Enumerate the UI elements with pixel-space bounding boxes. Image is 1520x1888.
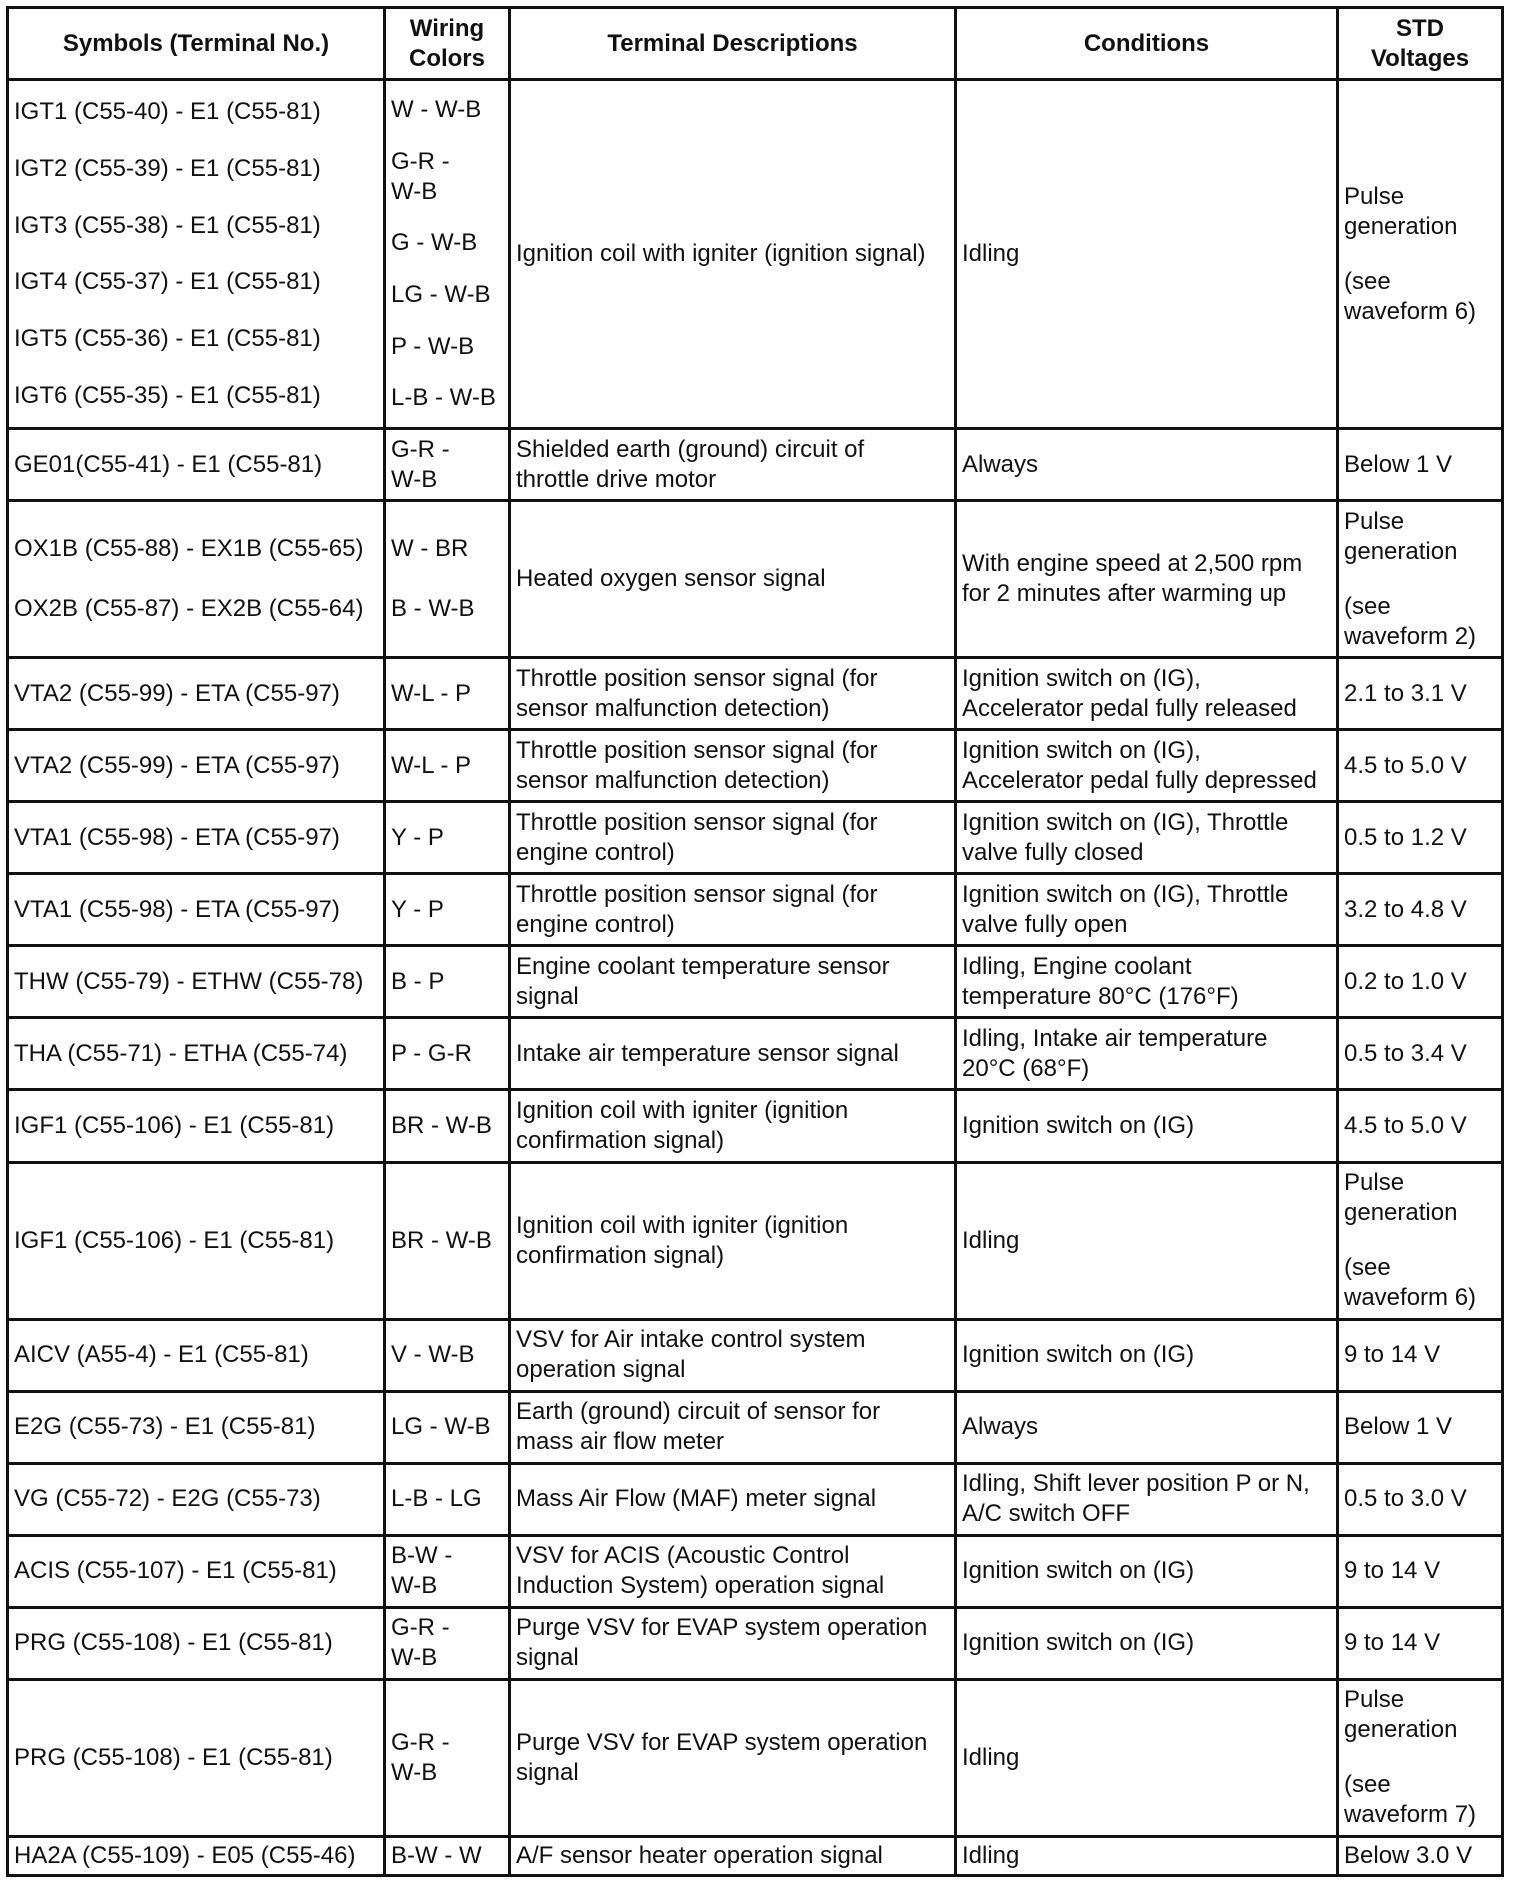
voltage-cell	[1338, 1162, 1503, 1319]
wiring-cell	[385, 80, 510, 429]
table-row	[8, 802, 1503, 874]
symbol-cell	[8, 501, 385, 658]
condition-cell: Ignition switch on (IG), Accelerator pedal fully released	[956, 658, 1338, 730]
header-conditions: Conditions	[956, 8, 1338, 80]
condition-cell: Always	[956, 1391, 1338, 1463]
voltage-cell: 0.2 to 1.0 V	[1338, 946, 1503, 1018]
wiring-text: P - W-B	[391, 332, 475, 360]
table-row	[8, 874, 1503, 946]
symbol-cell: THW (C55-79) - ETHW (C55-78)	[8, 946, 385, 1018]
condition-cell: With engine speed at 2,500 rpm for 2 minutes after warming up	[956, 501, 1338, 658]
symbol-cell: VTA1 (C55-98) - ETA (C55-97)	[8, 802, 385, 874]
wiring-cell: W-L - P	[385, 658, 510, 730]
condition-cell: Always	[956, 429, 1338, 501]
symbol-cell: IGF1 (C55-106) - E1 (C55-81)	[8, 1162, 385, 1319]
wiring-cell: BR - W-B	[385, 1162, 510, 1319]
symbol-cell: VTA1 (C55-98) - ETA (C55-97)	[8, 874, 385, 946]
voltage-cell	[1338, 1679, 1503, 1836]
voltage-cell: 3.2 to 4.8 V	[1338, 874, 1503, 946]
description-cell: Throttle position sensor signal (for engine control)	[510, 874, 956, 946]
voltage-cell: 4.5 to 5.0 V	[1338, 1090, 1503, 1162]
condition-cell: Idling, Shift lever position P or N, A/C switch OFF	[956, 1463, 1338, 1535]
symbol-text: IGT5 (C55-36) - E1 (C55-81)	[14, 325, 321, 353]
condition-cell: Idling, Intake air temperature 20°C (68°F)	[956, 1018, 1338, 1090]
table-row	[8, 1018, 1503, 1090]
description-cell: Mass Air Flow (MAF) meter signal	[510, 1463, 956, 1535]
condition-cell: Idling	[956, 1162, 1338, 1319]
voltage-cell: Below 1 V	[1338, 429, 1503, 501]
symbol-cell: GE01(C55-41) - E1 (C55-81)	[8, 429, 385, 501]
voltage-note: (see waveform 6)	[1344, 1254, 1477, 1312]
condition-cell: Ignition switch on (IG), Throttle valve fully open	[956, 874, 1338, 946]
condition-cell: Idling, Engine coolant temperature 80°C (176°F)	[956, 946, 1338, 1018]
header-descriptions: Terminal Descriptions	[510, 8, 956, 80]
wiring-cell	[385, 501, 510, 658]
symbol-cell: VG (C55-72) - E2G (C55-73)	[8, 1463, 385, 1535]
symbol-text: OX2B (C55-87) - EX2B (C55-64)	[14, 595, 364, 623]
condition-cell: Ignition switch on (IG)	[956, 1535, 1338, 1607]
voltage-cell: 9 to 14 V	[1338, 1535, 1503, 1607]
header-std-voltages: STD Voltages	[1338, 8, 1503, 80]
symbol-cell: VTA2 (C55-99) - ETA (C55-97)	[8, 658, 385, 730]
table-row	[8, 1319, 1503, 1391]
table-row	[8, 658, 1503, 730]
description-cell: Ignition coil with igniter (ignition confirmation signal)	[510, 1090, 956, 1162]
wiring-cell: B - P	[385, 946, 510, 1018]
wiring-cell: B-W - W	[385, 1836, 510, 1875]
description-cell: Throttle position sensor signal (for sensor malfunction detection)	[510, 658, 956, 730]
description-cell: Purge VSV for EVAP system operation signal	[510, 1607, 956, 1679]
voltage-cell: 4.5 to 5.0 V	[1338, 730, 1503, 802]
voltage-cell: Below 1 V	[1338, 1391, 1503, 1463]
symbol-cell: VTA2 (C55-99) - ETA (C55-97)	[8, 730, 385, 802]
description-cell: VSV for Air intake control system operation signal	[510, 1319, 956, 1391]
header-row	[8, 8, 1503, 80]
table-row	[8, 1463, 1503, 1535]
wiring-cell: LG - W-B	[385, 1391, 510, 1463]
voltage-text: Pulse generation	[1344, 1169, 1458, 1227]
table-row	[8, 80, 1503, 429]
symbol-text: IGT4 (C55-37) - E1 (C55-81)	[14, 268, 321, 296]
symbol-text: IGT1 (C55-40) - E1 (C55-81)	[14, 98, 321, 126]
voltage-cell: 9 to 14 V	[1338, 1319, 1503, 1391]
table-row	[8, 1391, 1503, 1463]
description-cell: VSV for ACIS (Acoustic Control Induction System) operation signal	[510, 1535, 956, 1607]
table-row	[8, 1836, 1503, 1875]
table-row	[8, 1679, 1503, 1836]
description-cell: Purge VSV for EVAP system operation signal	[510, 1679, 956, 1836]
table-row	[8, 1162, 1503, 1319]
table-row	[8, 1090, 1503, 1162]
condition-cell: Ignition switch on (IG)	[956, 1319, 1338, 1391]
wiring-text: LG - W-B	[391, 280, 491, 308]
header-symbols: Symbols (Terminal No.)	[8, 8, 385, 80]
condition-cell: Idling	[956, 1679, 1338, 1836]
voltage-note: (see waveform 2)	[1344, 592, 1477, 650]
wiring-cell: BR - W-B	[385, 1090, 510, 1162]
symbol-cell: ACIS (C55-107) - E1 (C55-81)	[8, 1535, 385, 1607]
voltage-note: (see waveform 6)	[1344, 267, 1477, 325]
condition-cell: Ignition switch on (IG)	[956, 1607, 1338, 1679]
table-row	[8, 1535, 1503, 1607]
wiring-cell: L-B - LG	[385, 1463, 510, 1535]
description-cell: A/F sensor heater operation signal	[510, 1836, 956, 1875]
symbol-cell: E2G (C55-73) - E1 (C55-81)	[8, 1391, 385, 1463]
wiring-cell: Y - P	[385, 874, 510, 946]
voltage-text: Pulse generation	[1344, 507, 1458, 565]
description-cell: Throttle position sensor signal (for sensor malfunction detection)	[510, 730, 956, 802]
condition-cell: Idling	[956, 80, 1338, 429]
voltage-text: Pulse generation	[1344, 1686, 1458, 1744]
symbol-cell: HA2A (C55-109) - E05 (C55-46)	[8, 1836, 385, 1875]
symbol-cell: PRG (C55-108) - E1 (C55-81)	[8, 1607, 385, 1679]
wiring-cell: V - W-B	[385, 1319, 510, 1391]
symbol-cell	[8, 80, 385, 429]
wiring-cell: G-R - W-B	[385, 1607, 510, 1679]
symbol-text: OX1B (C55-88) - EX1B (C55-65)	[14, 535, 364, 563]
voltage-text: Pulse generation	[1344, 182, 1458, 240]
wiring-text: G - W-B	[391, 229, 478, 257]
symbol-cell: AICV (A55-4) - E1 (C55-81)	[8, 1319, 385, 1391]
wiring-text: L-B - W-B	[391, 384, 496, 412]
table-row	[8, 1607, 1503, 1679]
condition-cell: Ignition switch on (IG), Accelerator pedal fully depressed	[956, 730, 1338, 802]
wiring-cell: Y - P	[385, 802, 510, 874]
wiring-cell: P - G-R	[385, 1018, 510, 1090]
wiring-text: W - BR	[391, 535, 469, 563]
symbol-cell: PRG (C55-108) - E1 (C55-81)	[8, 1679, 385, 1836]
description-cell: Engine coolant temperature sensor signal	[510, 946, 956, 1018]
symbol-cell: IGF1 (C55-106) - E1 (C55-81)	[8, 1090, 385, 1162]
wiring-text: B - W-B	[391, 595, 475, 623]
description-cell: Ignition coil with igniter (ignition signal)	[510, 80, 956, 429]
description-cell: Throttle position sensor signal (for engine control)	[510, 802, 956, 874]
symbol-text: IGT2 (C55-39) - E1 (C55-81)	[14, 155, 321, 183]
description-cell: Intake air temperature sensor signal	[510, 1018, 956, 1090]
description-cell: Earth (ground) circuit of sensor for mass air flow meter	[510, 1391, 956, 1463]
voltage-cell: Below 3.0 V	[1338, 1836, 1503, 1875]
description-cell: Shielded earth (ground) circuit of throttle drive motor	[510, 429, 956, 501]
description-cell: Ignition coil with igniter (ignition confirmation signal)	[510, 1162, 956, 1319]
voltage-cell	[1338, 501, 1503, 658]
voltage-note: (see waveform 7)	[1344, 1771, 1477, 1829]
condition-cell: Ignition switch on (IG), Throttle valve fully closed	[956, 802, 1338, 874]
terminal-spec-table	[6, 6, 1504, 1877]
voltage-cell: 0.5 to 3.4 V	[1338, 1018, 1503, 1090]
symbol-text: IGT3 (C55-38) - E1 (C55-81)	[14, 211, 321, 239]
table-row	[8, 730, 1503, 802]
voltage-cell	[1338, 80, 1503, 429]
wiring-text: G-R - W-B	[391, 147, 450, 205]
voltage-cell: 0.5 to 3.0 V	[1338, 1463, 1503, 1535]
header-wiring-colors: Wiring Colors	[385, 8, 510, 80]
table-row	[8, 946, 1503, 1018]
table-row	[8, 501, 1503, 658]
wiring-cell: G-R - W-B	[385, 429, 510, 501]
condition-cell: Ignition switch on (IG)	[956, 1090, 1338, 1162]
wiring-cell: G-R - W-B	[385, 1679, 510, 1836]
symbol-text: IGT6 (C55-35) - E1 (C55-81)	[14, 381, 321, 409]
description-cell: Heated oxygen sensor signal	[510, 501, 956, 658]
table-row	[8, 429, 1503, 501]
wiring-cell: W-L - P	[385, 730, 510, 802]
wiring-text: W - W-B	[391, 95, 482, 123]
symbol-cell: THA (C55-71) - ETHA (C55-74)	[8, 1018, 385, 1090]
wiring-cell: B-W - W-B	[385, 1535, 510, 1607]
voltage-cell: 0.5 to 1.2 V	[1338, 802, 1503, 874]
voltage-cell: 2.1 to 3.1 V	[1338, 658, 1503, 730]
voltage-cell: 9 to 14 V	[1338, 1607, 1503, 1679]
condition-cell: Idling	[956, 1836, 1338, 1875]
